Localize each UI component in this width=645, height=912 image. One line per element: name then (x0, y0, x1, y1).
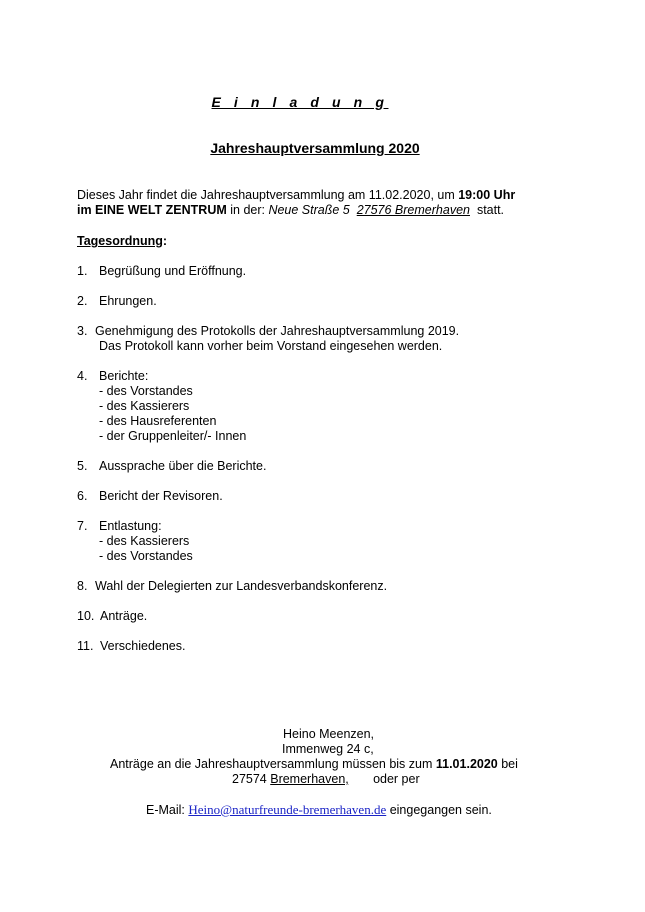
agenda-item-number: 8. (77, 579, 88, 593)
footer-email-label: E-Mail: (146, 803, 189, 817)
agenda-item (77, 639, 185, 654)
agenda-item (77, 609, 147, 624)
page-subtitle: Jahreshauptversammlung 2020 (210, 140, 420, 156)
agenda-item-sub: - des Vorstandes (99, 384, 193, 398)
intro-time: 19:00 Uhr (458, 188, 516, 202)
agenda-item-number: 2. (77, 294, 88, 308)
footer-email-end: eingegangen sein. (386, 803, 492, 817)
agenda-item-sub: - des Kassierers (99, 399, 190, 413)
agenda-item-number: 10. (77, 609, 95, 623)
agenda-item-number: 1. (77, 264, 88, 278)
agenda-item-number: 6. (77, 489, 88, 503)
footer-zip: 27574 (232, 772, 271, 786)
agenda-item-text: Anträge. (100, 609, 148, 623)
footer-city-line (232, 772, 420, 787)
agenda-item-text: Entlastung: (99, 519, 162, 533)
agenda-item-sub: - des Vorstandes (99, 549, 193, 563)
agenda-item (77, 324, 459, 339)
page-title: E i n l a d u n g (211, 94, 389, 110)
agenda-item-sub: - des Hausreferenten (99, 414, 217, 428)
agenda-item-text: Berichte: (99, 369, 149, 383)
intro-line-1 (77, 188, 515, 203)
agenda-item-text: Genehmigung des Protokolls der Jahreshauptversammlung 2019. (95, 324, 460, 338)
agenda-item-text: Bericht der Revisoren. (99, 489, 223, 503)
agenda-item (77, 294, 157, 309)
agenda-item-text: Verschiedenes. (100, 639, 186, 653)
intro-line-2 (77, 203, 504, 218)
agenda-heading-colon: : (162, 234, 168, 248)
footer-deadline-end: bei (497, 757, 518, 771)
agenda-item-number: 5. (77, 459, 88, 473)
agenda-item (77, 489, 223, 504)
footer-city: Bremerhaven, (270, 772, 349, 786)
intro-text: Dieses Jahr findet die Jahreshauptversammlung am 11.02.2020, um (77, 188, 459, 202)
footer-deadline-date: 11.01.2020 (435, 757, 498, 771)
agenda-item (77, 264, 246, 279)
agenda-item (77, 459, 266, 474)
footer-name: Heino Meenzen, (283, 727, 375, 741)
agenda-item-number: 7. (77, 519, 88, 533)
agenda-item-number: 3. (77, 324, 88, 338)
agenda-item-sub: - des Kassierers (99, 534, 190, 548)
agenda-heading-text: Tagesordnung (77, 234, 163, 248)
agenda-item-number: 11. (77, 639, 94, 653)
agenda-heading (77, 234, 167, 249)
agenda-item (77, 579, 387, 594)
agenda-item-text: Ehrungen. (99, 294, 157, 308)
agenda-item (77, 519, 162, 534)
agenda-item-text: Wahl der Delegierten zur Landesverbandskonferenz. (95, 579, 388, 593)
footer-email-line (146, 802, 492, 818)
intro-end: statt. (476, 203, 505, 217)
agenda-item-sub: - der Gruppenleiter/- Innen (99, 429, 247, 443)
agenda-item-text: Begrüßung und Eröffnung. (99, 264, 247, 278)
footer-or: oder per (373, 772, 420, 786)
intro-venue: im EINE WELT ZENTRUM (77, 203, 227, 217)
agenda-item-text: Aussprache über die Berichte. (99, 459, 267, 473)
footer-deadline-text: Anträge an die Jahreshauptversammlung müssen bis zum (110, 757, 436, 771)
agenda-item-number: 4. (77, 369, 88, 383)
email-link[interactable]: Heino@naturfreunde-bremerhaven.de (188, 802, 387, 817)
intro-city: 27576 Bremerhaven (356, 203, 470, 217)
agenda-item (77, 369, 148, 384)
footer-deadline (110, 757, 518, 772)
agenda-item-sub: Das Protokoll kann vorher beim Vorstand eingesehen werden. (99, 339, 443, 353)
intro-street: Neue Straße 5 (268, 203, 350, 217)
footer-street: Immenweg 24 c, (282, 742, 374, 756)
intro-text-2: in der: (226, 203, 269, 217)
